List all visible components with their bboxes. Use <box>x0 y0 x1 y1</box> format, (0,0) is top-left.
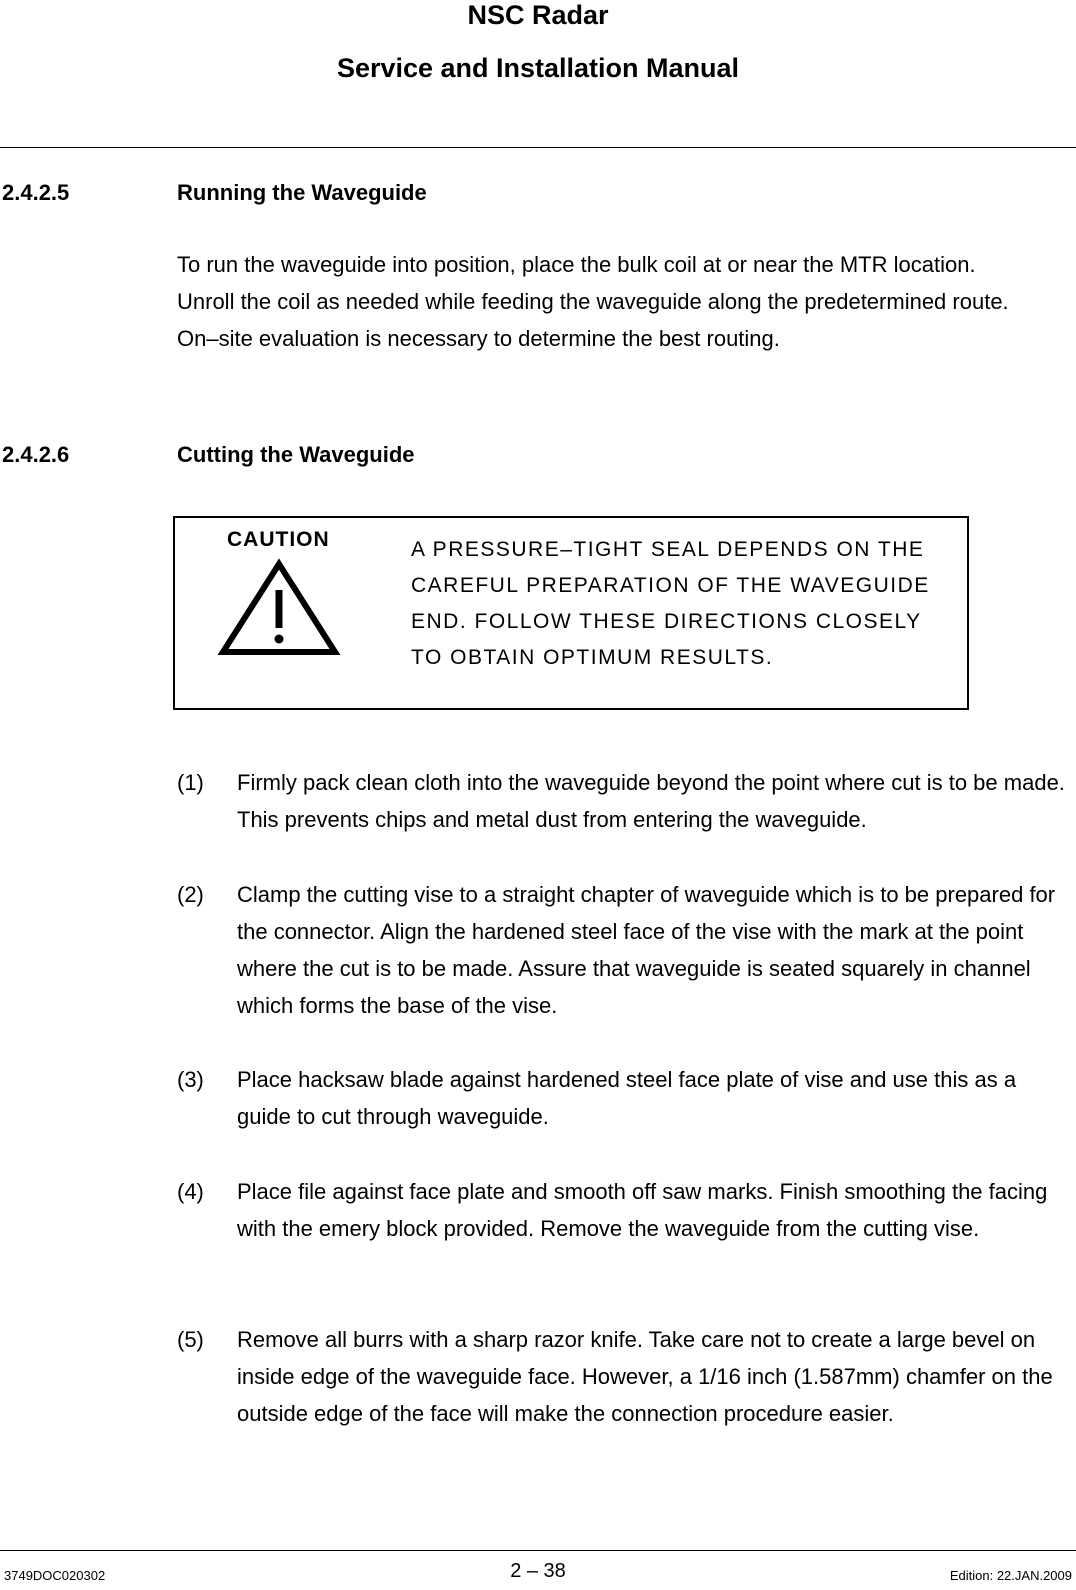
section-title: Running the Waveguide <box>177 180 427 205</box>
section-title: Cutting the Waveguide <box>177 442 415 467</box>
step-number: (5) <box>177 1327 204 1352</box>
footer-divider <box>0 1550 1076 1551</box>
caution-text: A PRESSURE–TIGHT SEAL DEPENDS ON THE CAREFUL PREPARATION OF THE WAVEGUIDE END. FOLLOW THESE DIRECTIONS CLOSELY TO OBTAIN OPTIMUM RESULTS. <box>411 538 930 669</box>
caution-box <box>173 516 969 710</box>
section-number: 2.4.2.5 <box>2 180 70 205</box>
step-text: Place hacksaw blade against hardened steel face plate of vise and use this as a guide to cut through waveguide. <box>237 1067 1017 1129</box>
step-text: Remove all burrs with a sharp razor knife. Take care not to create a large bevel on inside edge of the waveguide face. However, a 1/16 inch (1.587mm) chamfer on the outside edge of the face will make the connection procedure easier. <box>237 1327 1053 1426</box>
doc-number: 3749DOC020302 <box>4 1568 106 1583</box>
step-number: (3) <box>177 1067 204 1092</box>
page-title: NSC Radar <box>467 0 609 30</box>
step-text: Firmly pack clean cloth into the waveguide beyond the point where cut is to be made. This prevents chips and metal dust from entering the waveguide. <box>237 770 1065 832</box>
step-number: (1) <box>177 770 204 795</box>
header-divider <box>0 147 1076 148</box>
step-number: (4) <box>177 1179 204 1204</box>
step-text: Place file against face plate and smooth off saw marks. Finish smoothing the facing with the emery block provided. Remove the waveguide from the cutting vise. <box>237 1179 1048 1241</box>
caution-label: CAUTION <box>227 528 330 551</box>
step-number: (2) <box>177 882 204 907</box>
step-text: Clamp the cutting vise to a straight chapter of waveguide which is to be prepared for the connector. Align the hardened steel face of the vise with the mark at the point where the cut is to be made. Assure that waveguide is seated squarely in channel which forms the base of the vise. <box>237 882 1056 1018</box>
warning-triangle-icon <box>217 558 341 658</box>
section-body: To run the waveguide into position, place the bulk coil at or near the MTR location. Unroll the coil as needed while feeding the waveguide along the predetermined route. On–site evaluation is necessary to determine the best routing. <box>177 252 1009 351</box>
edition-date: Edition: 22.JAN.2009 <box>949 1568 1072 1583</box>
page-number: 2 – 38 <box>510 1560 566 1582</box>
page-subtitle: Service and Installation Manual <box>336 53 740 83</box>
section-number: 2.4.2.6 <box>2 442 70 467</box>
